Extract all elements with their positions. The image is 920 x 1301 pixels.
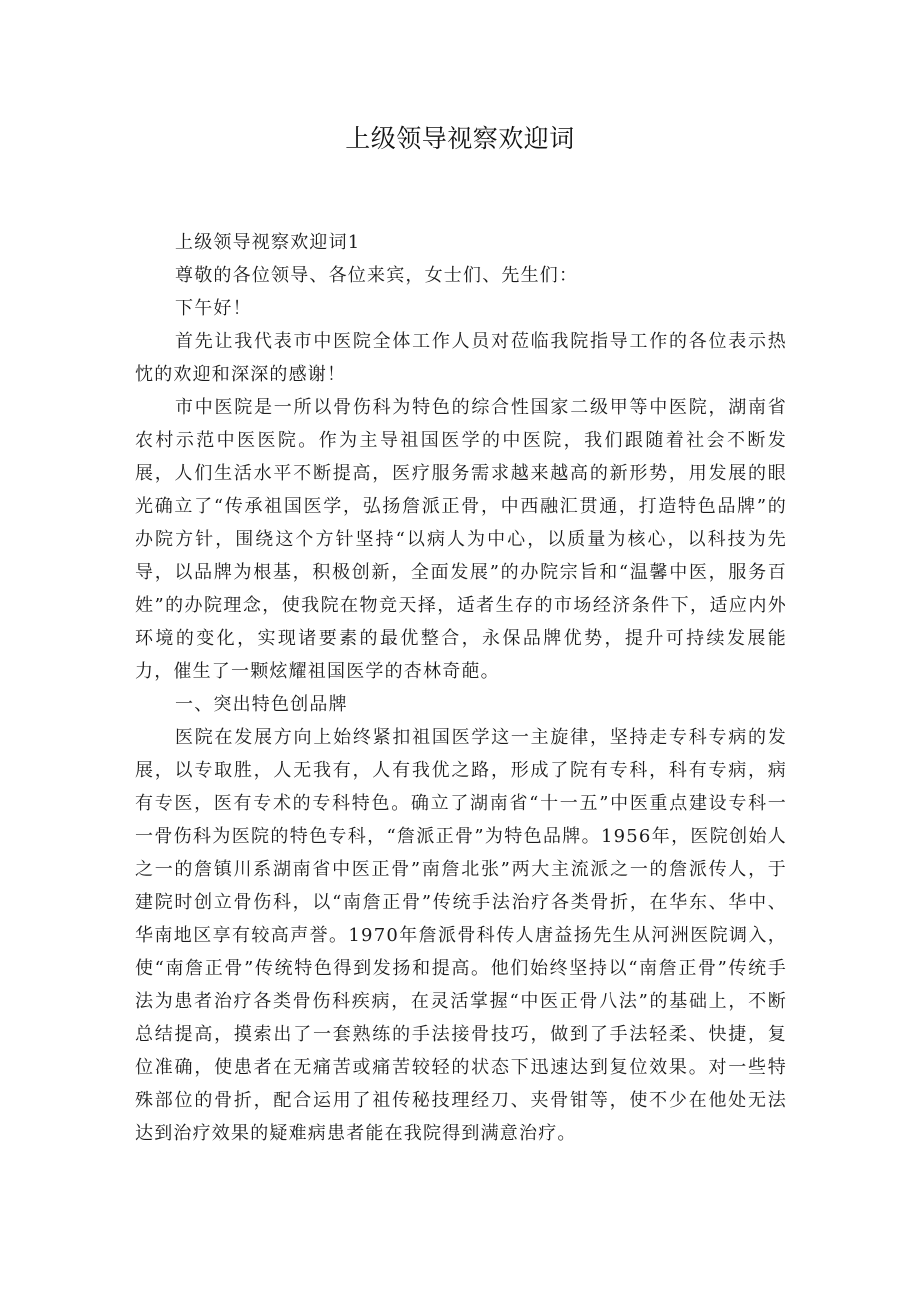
subsection-heading: 一、突出特色创品牌 (175, 694, 348, 715)
section-heading: 上级领导视察欢迎词1 (175, 232, 361, 253)
paragraph-hospital-intro: 市中医院是一所以骨伤科为特色的综合性国家二级甲等中医院，湖南省农村示范中医医院。作为主导祖国医学的中医院，我们跟随着社会不断发展，人们生活水平不断提高，医疗服务需求越来越高的新形势，用发展的眼光确立了“传承祖国医学，弘扬詹派正骨，中西融汇贯通，打造特色品牌”的办院方针，围绕这个方针坚持“以病人为中心，以质量为核心，以科技为先导，以品牌为根基，积极创新，全面发展”的办院宗旨和“温馨中医，服务百姓”的办院理念，使我院在物竞天择，适者生存的市场经济条件下，适应内外环境的变化，实现诸要素的最优整合，永保品牌优势，提升可持续发展能力，催生了一颗炫耀祖国医学的杏林奇葩。 (135, 397, 787, 682)
salutation: 尊敬的各位领导、各位来宾，女士们、先生们： (175, 265, 579, 286)
paragraph-welcome: 首先让我代表市中医院全体工作人员对莅临我院指导工作的各位表示热忱的欢迎和深深的感谢！ (135, 331, 787, 385)
document-body (135, 226, 787, 1150)
document-title: 上级领导视察欢迎词 (345, 124, 575, 153)
paragraph-specialty: 医院在发展方向上始终紧扣祖国医学这一主旋律，坚持走专科专病的发展，以专取胜，人无我有，人有我优之路，形成了院有专科，科有专病，病有专医，医有专术的专科特色。确立了湖南省“十一五”中医重点建设专科一一骨伤科为医院的特色专科，“詹派正骨”为特色品牌。1956年，医院创始人之一的詹镇川系湖南省中医正骨”南詹北张”两大主流派之一的詹派传人，于建院时创立骨伤科，以“南詹正骨”传统手法治疗各类骨折，在华东、华中、华南地区享有较高声誉。1970年詹派骨科传人唐益扬先生从河洲医院调入，使“南詹正骨”传统特色得到发扬和提高。他们始终坚持以“南詹正骨”传统手法为患者治疗各类骨伤科疾病，在灵活掌握“中医正骨八法”的基础上，不断总结提高，摸索出了一套熟练的手法接骨技巧，做到了手法轻柔、快捷，复位准确，使患者在无痛苦或痛苦较轻的状态下迅速达到复位效果。对一些特殊部位的骨折，配合运用了祖传秘技理经刀、夹骨钳等，使不少在他处无法达到治疗效果的疑难病患者能在我院得到满意治疗。 (135, 727, 787, 1144)
greeting: 下午好！ (175, 298, 252, 319)
